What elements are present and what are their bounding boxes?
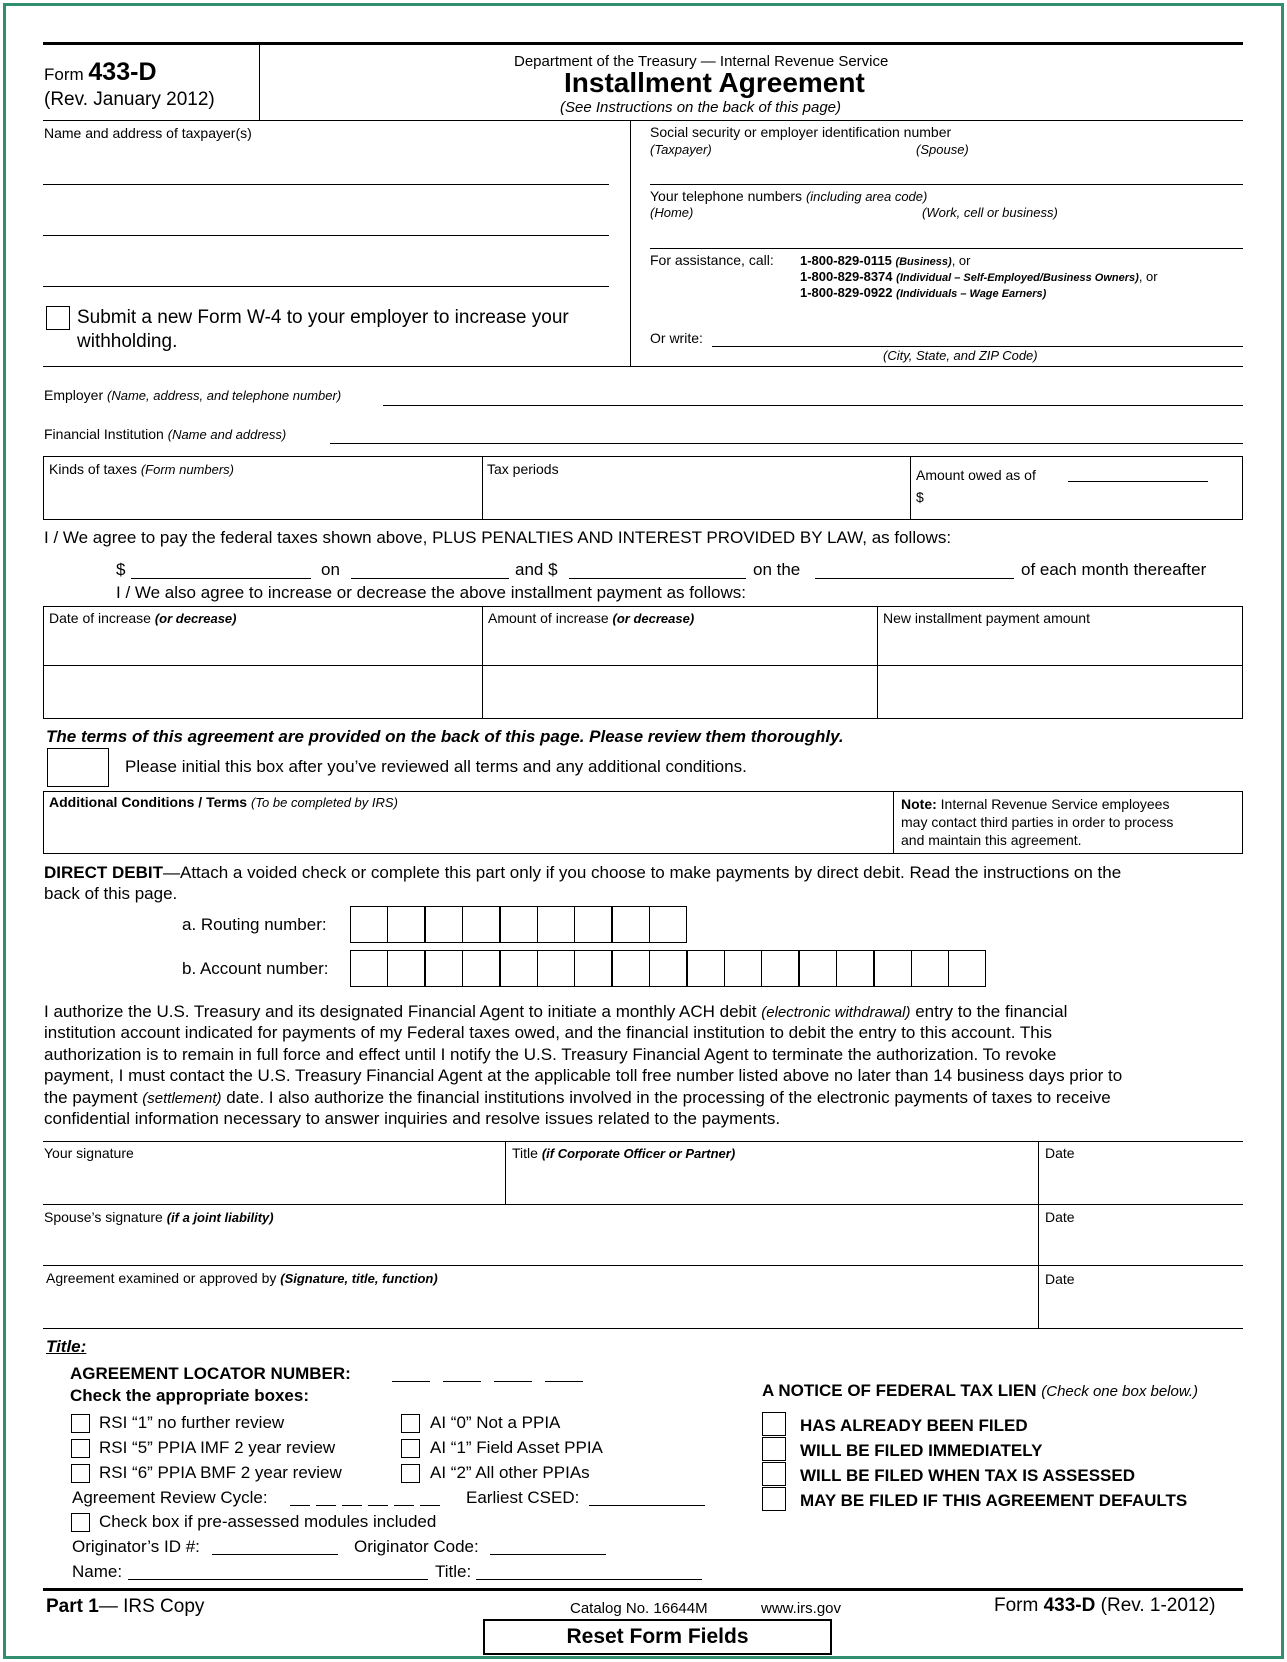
reset-form-button[interactable] (483, 1619, 832, 1655)
originator-id-field[interactable] (212, 1554, 338, 1555)
rsi-1-checkbox[interactable] (71, 1414, 90, 1433)
assistance-line-3 (800, 285, 1046, 300)
assistance-tail-1: , or (951, 253, 971, 268)
locator-blank-4[interactable] (545, 1381, 583, 1382)
assistance-note-1: (Business) (895, 256, 952, 268)
ssn-label: Social security or employer identification number (650, 124, 952, 140)
w4-text-2: withholding. (77, 331, 178, 352)
conditions-field[interactable] (46, 812, 891, 852)
agreement-and: and $ (515, 560, 558, 579)
assistance-note-3: (Individuals – Wage Earners) (896, 288, 1047, 300)
taxpayer-address-line-1[interactable] (43, 184, 609, 185)
routing-label: a. Routing number: (182, 915, 327, 934)
form-id (44, 58, 157, 87)
page-title: Installment Agreement (564, 67, 865, 98)
header-bottom-rule (43, 120, 1243, 121)
lien-title: A NOTICE OF FEDERAL TAX LIEN (762, 1381, 1037, 1400)
direct-debit-line-2: back of this page. (44, 884, 178, 903)
locator-blank-1[interactable] (392, 1381, 430, 1382)
w4-checkbox[interactable] (46, 306, 70, 330)
assistance-label: For assistance, call: (650, 252, 774, 268)
spouse-signature-label (44, 1209, 274, 1225)
ai-2-checkbox[interactable] (401, 1464, 420, 1483)
routing-digit-cell-1[interactable] (350, 906, 388, 943)
account-digit-cell-3[interactable] (425, 950, 463, 987)
footer-rev: (Rev. 1-2012) (1100, 1595, 1216, 1616)
account-digit-cell-9[interactable] (649, 950, 687, 987)
phone-home-label: (Home) (650, 205, 694, 220)
reset-form-label: Reset Form Fields (566, 1625, 749, 1648)
taxpayer-address-line-3[interactable] (43, 286, 609, 287)
csed-label: Earliest CSED: (466, 1488, 580, 1507)
signature-rule-bottom (43, 1328, 1243, 1329)
taxpayer-block-bottom (43, 366, 1243, 367)
start-date-field[interactable] (351, 578, 509, 579)
agreement-each-month: of each month thereafter (1021, 560, 1207, 579)
account-digit-cell-11[interactable] (724, 950, 762, 987)
employer-label-note: (Name, address, and telephone number) (107, 388, 342, 403)
account-digit-cell-8[interactable] (612, 950, 650, 987)
rsi-5-checkbox[interactable] (71, 1439, 90, 1458)
ai-1-checkbox[interactable] (401, 1439, 420, 1458)
spouse-sig-note: (if a joint liability) (166, 1210, 274, 1225)
your-signature-label: Your signature (44, 1145, 134, 1161)
agreement-dollar: $ (116, 560, 126, 579)
authorize-line-5 (44, 1088, 1111, 1108)
routing-digit-cell-2[interactable] (387, 906, 425, 943)
catalog-number: Catalog No. 16644M (570, 1600, 708, 1617)
irs-name-label: Name: (72, 1562, 123, 1581)
agreement-line-3: I / We also agree to increase or decrease the above installment payment as follows: (116, 583, 746, 602)
authorize-line-4: payment, I must contact the U.S. Treasury Financial Agent at the applicable toll free number listed above no later than 14 business days prior to (44, 1066, 1123, 1085)
spouse-signature-field[interactable] (44, 1226, 1034, 1262)
review-cycle-blank-4[interactable] (368, 1505, 388, 1506)
amount-owed-label: Amount owed as of (916, 467, 1036, 483)
financial-label-text: Financial Institution (44, 426, 164, 442)
initial-box[interactable] (47, 748, 109, 787)
top-rule (43, 42, 1243, 45)
taxpayer-name-label: Name and address of taxpayer(s) (44, 125, 252, 141)
review-cycle-blank-2[interactable] (316, 1505, 336, 1506)
payment-amount-field[interactable] (131, 578, 311, 579)
preassessed-checkbox[interactable] (71, 1513, 90, 1532)
write-field[interactable] (712, 346, 1243, 347)
signature-rule-top (43, 1141, 1243, 1142)
part-label (46, 1596, 204, 1618)
taxpayer-block-divider (630, 120, 631, 366)
lien-option-3: WILL BE FILED WHEN TAX IS ASSESSED (800, 1466, 1135, 1485)
conditions-divider (893, 791, 894, 854)
tax-periods-label: Tax periods (487, 461, 559, 477)
examined-field[interactable] (46, 1288, 1034, 1326)
authorize-5b: date. I also authorize the financial institutions involved in the processing of the electronic payments of taxes to receive (226, 1088, 1111, 1107)
your-signature-field[interactable] (44, 1163, 502, 1201)
amount-inc-label-note: (or decrease) (612, 611, 695, 626)
ssn-field[interactable] (650, 184, 1243, 185)
routing-digit-cell-9[interactable] (649, 906, 687, 943)
lien-option-1: HAS ALREADY BEEN FILED (800, 1416, 1028, 1435)
authorize-1i: (electronic withdrawal) (761, 1004, 911, 1021)
signature-date-field[interactable] (1042, 1163, 1242, 1201)
spouse-date-label: Date (1045, 1209, 1075, 1225)
irs-title-field[interactable] (476, 1579, 702, 1580)
increase-amount-field[interactable] (485, 667, 875, 717)
routing-digit-cell-6[interactable] (537, 906, 575, 943)
examined-date-label: Date (1045, 1271, 1075, 1287)
financial-label (44, 426, 286, 442)
lien-box-2[interactable] (762, 1437, 786, 1461)
ssn-taxpayer-label: (Taxpayer) (650, 142, 712, 157)
review-cycle-blank-1[interactable] (290, 1505, 310, 1506)
lien-option-2: WILL BE FILED IMMEDIATELY (800, 1441, 1043, 1460)
ai-0-label: AI “0” Not a PPIA (430, 1413, 561, 1432)
rsi-1-label: RSI “1” no further review (99, 1413, 285, 1432)
conditions-note-1 (901, 795, 1169, 813)
phone-field[interactable] (650, 248, 1243, 249)
direct-debit-title: DIRECT DEBIT (44, 863, 163, 882)
amount-owed-date-field[interactable] (1068, 481, 1208, 482)
note-text-1: Internal Revenue Service employees (940, 796, 1170, 812)
assistance-line-1 (800, 253, 970, 268)
irs-title-label: Title: (435, 1562, 472, 1581)
terms-notice: The terms of this agreement are provided on the back of this page. Please review them thoroughly. (46, 727, 844, 746)
phone-label (650, 188, 927, 204)
routing-digit-cell-5[interactable] (500, 906, 538, 943)
account-digit-cell-14[interactable] (836, 950, 874, 987)
account-digit-cell-16[interactable] (911, 950, 949, 987)
examined-text: Agreement examined or approved by (46, 1270, 277, 1286)
amount-dollar-sign: $ (916, 489, 924, 505)
locator-blank-3[interactable] (494, 1381, 532, 1382)
direct-debit-text-1: —Attach a voided check or complete this part only if you choose to make payments by direct debit. Read the instructions on the (163, 863, 1122, 882)
authorize-5a: the payment (44, 1088, 138, 1107)
conditions-label-note: (To be completed by IRS) (250, 795, 398, 810)
increase-col-divider-1 (482, 606, 483, 719)
lien-box-4[interactable] (762, 1487, 786, 1511)
amount-of-increase-label (488, 610, 694, 626)
account-digit-cell-15[interactable] (874, 950, 912, 987)
lien-box-1[interactable] (762, 1412, 786, 1436)
signature-date-divider (1038, 1141, 1039, 1328)
examined-note: (Signature, title, function) (280, 1271, 438, 1286)
routing-digit-cell-4[interactable] (462, 906, 500, 943)
ai-1-label: AI “1” Field Asset PPIA (430, 1438, 603, 1457)
originator-code-label: Originator Code: (354, 1537, 479, 1556)
conditions-label (49, 794, 398, 810)
ai-2-label: AI “2” All other PPIAs (430, 1463, 590, 1482)
financial-field[interactable] (330, 443, 1243, 444)
account-digit-cell-10[interactable] (687, 950, 725, 987)
account-digit-cell-6[interactable] (537, 950, 575, 987)
review-cycle-blank-3[interactable] (342, 1505, 362, 1506)
authorize-5i: (settlement) (142, 1090, 222, 1107)
assistance-note-2: (Individual – Self-Employed/Business Owners) (896, 272, 1139, 284)
conditions-label-text: Additional Conditions / Terms (49, 794, 248, 810)
title-label-note: (if Corporate Officer or Partner) (541, 1146, 736, 1161)
lien-option-4: MAY BE FILED IF THIS AGREEMENT DEFAULTS (800, 1491, 1188, 1510)
increase-date-field[interactable] (46, 667, 480, 717)
direct-debit-line-1 (44, 863, 1121, 883)
new-payment-label: New installment payment amount (883, 610, 1090, 626)
date-label-text: Date of increase (49, 610, 151, 626)
amount-inc-label-text: Amount of increase (488, 610, 609, 626)
authorize-1b: entry to the financial (915, 1002, 1068, 1021)
taxes-col-divider-2 (910, 456, 911, 520)
locator-blank-2[interactable] (443, 1381, 481, 1382)
review-cycle-label: Agreement Review Cycle: (72, 1488, 268, 1507)
employer-field[interactable] (383, 405, 1243, 406)
assistance-number-2: 1-800-829-8374 (800, 269, 893, 284)
account-digit-cell-7[interactable] (574, 950, 612, 987)
irs-use-title: Title: (46, 1337, 87, 1356)
financial-label-note: (Name and address) (167, 427, 287, 442)
part-rest: — IRS Copy (98, 1596, 205, 1617)
form-revision: (Rev. January 2012) (44, 89, 215, 110)
signature-rule-3 (43, 1265, 1243, 1266)
irs-website: www.irs.gov (761, 1600, 842, 1617)
signature-date-label: Date (1045, 1145, 1075, 1161)
irs-name-field[interactable] (128, 1579, 428, 1580)
agency-line: Department of the Treasury — Internal Revenue Service (514, 53, 889, 70)
write-label: Or write: (650, 330, 703, 346)
form-number: 433-D (88, 58, 157, 86)
form-word: Form (44, 65, 84, 84)
lien-title-line (762, 1381, 1198, 1401)
assistance-tail-2: , or (1138, 269, 1158, 284)
date-of-increase-label (49, 610, 237, 626)
phone-work-label: (Work, cell or business) (922, 205, 1058, 220)
day-of-month-field[interactable] (815, 578, 1014, 579)
rsi-5-label: RSI “5” PPIA IMF 2 year review (99, 1438, 336, 1457)
title-field[interactable] (509, 1163, 1035, 1201)
phone-label-text: Your telephone numbers (650, 188, 803, 204)
phone-label-note: (including area code) (805, 189, 928, 204)
header-instructions: (See Instructions on the back of this page) (560, 99, 841, 116)
part-number: Part 1 (46, 1596, 99, 1617)
authorize-1a: I authorize the U.S. Treasury and its designated Financial Agent to initiate a monthly ACH debit (44, 1002, 757, 1021)
account-digit-cell-4[interactable] (462, 950, 500, 987)
kinds-label-text: Kinds of taxes (49, 461, 137, 477)
review-cycle-blank-5[interactable] (394, 1505, 414, 1506)
spouse-sig-text: Spouse’s signature (44, 1209, 163, 1225)
note-bold: Note: (901, 796, 937, 812)
additional-amount-field[interactable] (569, 578, 746, 579)
agreement-on-the: on the (753, 560, 801, 579)
ai-0-checkbox[interactable] (401, 1414, 420, 1433)
title-label-text: Title (512, 1145, 538, 1161)
account-digit-cell-17[interactable] (948, 950, 986, 987)
agreement-on: on (321, 560, 340, 579)
originator-id-label: Originator’s ID #: (72, 1537, 200, 1556)
kinds-label-note: (Form numbers) (140, 462, 235, 477)
review-cycle-blank-6[interactable] (420, 1505, 440, 1506)
footer-rule (43, 1588, 1243, 1591)
lien-note: (Check one box below.) (1041, 1383, 1199, 1400)
new-payment-field[interactable] (880, 667, 1241, 717)
taxes-col-divider-1 (482, 456, 483, 520)
increase-col-divider-2 (877, 606, 878, 719)
account-digit-cell-5[interactable] (500, 950, 538, 987)
assistance-number-1: 1-800-829-0115 (800, 253, 892, 268)
originator-code-field[interactable] (490, 1554, 606, 1555)
assistance-number-3: 1-800-829-0922 (800, 285, 893, 300)
account-digit-cell-12[interactable] (761, 950, 799, 987)
signature-rule-2 (43, 1204, 1243, 1205)
check-boxes-label: Check the appropriate boxes: (70, 1386, 310, 1405)
w4-text-1: Submit a new Form W-4 to your employer to increase your (77, 307, 569, 328)
footer-form-id (994, 1595, 1215, 1617)
kinds-of-taxes-label (49, 461, 234, 477)
account-digit-cell-13[interactable] (799, 950, 837, 987)
examined-date-field[interactable] (1042, 1288, 1242, 1326)
authorize-line-3: authorization is to remain in full force and effect until I notify the U.S. Treasury Financial Agent to terminate the authorization. To revoke (44, 1045, 1057, 1064)
assistance-line-2 (800, 269, 1158, 284)
lien-box-3[interactable] (762, 1462, 786, 1486)
spouse-date-field[interactable] (1042, 1226, 1242, 1262)
conditions-note-3: and maintain this agreement. (901, 832, 1082, 848)
ssn-spouse-label: (Spouse) (916, 142, 969, 157)
employer-label (44, 387, 341, 403)
authorize-line-2: institution account indicated for payments of my Federal taxes owed, and the financial institution to debit the entry to this account. This (44, 1023, 1052, 1042)
locator-label: AGREEMENT LOCATOR NUMBER: (70, 1364, 351, 1383)
conditions-note-2: may contact third parties in order to process (901, 814, 1174, 830)
account-digit-cell-2[interactable] (387, 950, 425, 987)
authorize-line-1 (44, 1002, 1067, 1022)
increase-table-row-divider (43, 665, 1243, 666)
preassessed-label: Check box if pre-assessed modules included (99, 1512, 437, 1531)
agreement-line-1: I / We agree to pay the federal taxes shown above, PLUS PENALTIES AND INTEREST PROVIDED BY LAW, as follows: (44, 528, 952, 547)
routing-digit-cell-7[interactable] (574, 906, 612, 943)
initial-instruction: Please initial this box after you’ve reviewed all terms and any additional conditions. (125, 757, 747, 776)
csed-field[interactable] (589, 1505, 705, 1506)
examined-label (46, 1270, 438, 1286)
account-label: b. Account number: (182, 959, 329, 978)
taxpayer-address-line-2[interactable] (43, 235, 609, 236)
footer-form-number: 433-D (1043, 1595, 1096, 1616)
signature-title-divider (505, 1141, 506, 1204)
write-sublabel: (City, State, and ZIP Code) (883, 348, 1038, 363)
rsi-6-checkbox[interactable] (71, 1464, 90, 1483)
date-label-note: (or decrease) (154, 611, 237, 626)
employer-label-text: Employer (44, 387, 104, 403)
routing-digit-cell-8[interactable] (612, 906, 650, 943)
authorize-line-6: confidential information necessary to answer inquiries and resolve issues related to the payments. (44, 1109, 781, 1128)
routing-digit-cell-3[interactable] (425, 906, 463, 943)
header-divider (259, 44, 260, 120)
title-label (512, 1145, 735, 1161)
footer-form-word: Form (994, 1595, 1039, 1616)
account-digit-cell-1[interactable] (350, 950, 388, 987)
rsi-6-label: RSI “6” PPIA BMF 2 year review (99, 1463, 342, 1482)
